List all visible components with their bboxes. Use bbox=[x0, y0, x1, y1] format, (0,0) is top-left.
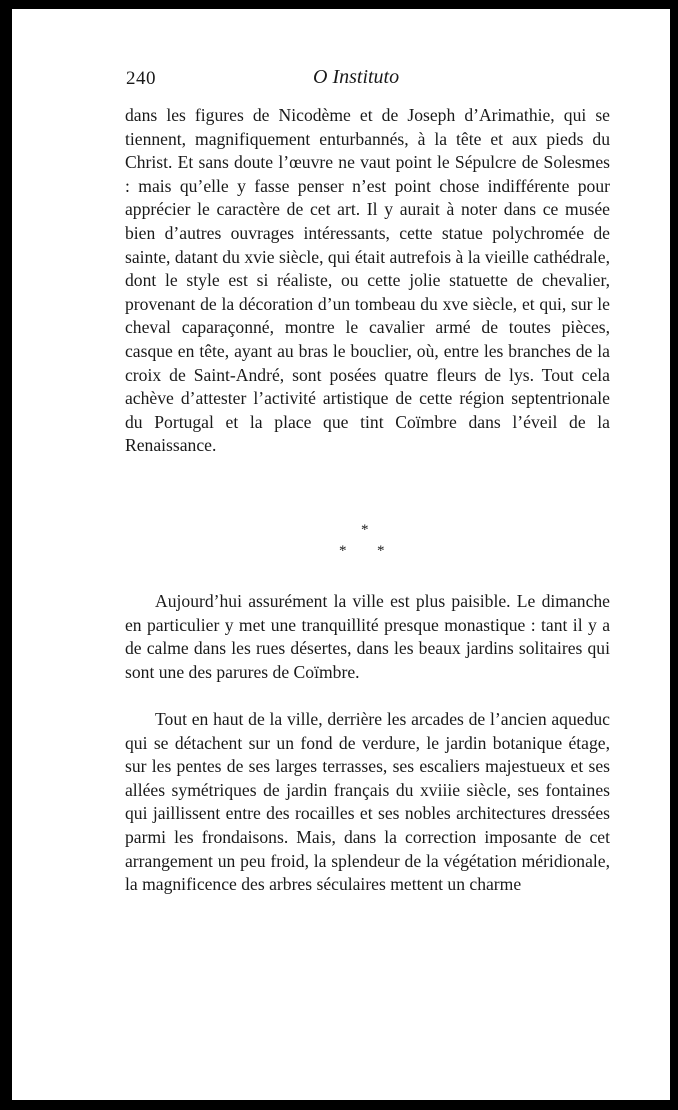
paragraph-museum: dans les figures de Nicodème et de Joseph d’Arimathie, qui se tiennent, magnifiquement enturbannés, à la tête et aux pieds du Christ. Et sans doute l’œuvre ne vaut point le Sépulcre de Solesmes : mais qu’elle y fasse penser n’est point chose indifférente pour apprécier le caractère de cet art. Il y aurait à noter dans ce musée bien d’autres ouvrages intéressants, cette statue polychromée de sainte, datant du xvie siècle, qui était autrefois à la vieille cathédrale, dont le style est si réaliste, ou cette jolie statuette de chevalier, provenant de la décoration d’un tombeau du xve siècle, et qui, sur le cheval caparaçonné, montre le cavalier armé de toutes pièces, casque en tête, ayant au bras le bouclier, où, entre les branches de la croix de Saint-André, sont posées quatre fleurs de lys. Tout cela achève d’attester l’activité artistique de cette région septentrionale du Portugal et la place que tint Coïmbre dans l’éveil de la Renaissance. bbox=[125, 105, 610, 456]
asterism-star-right: * bbox=[377, 543, 385, 559]
paragraph-botanical-garden: Tout en haut de la ville, derrière les arcades de l’ancien aqueduc qui se détachent sur un fond de verdure, le jardin botanique étage, sur les pentes de ses larges terrasses, ses escaliers majestueux et ses allées symétriques de jardin français du xviiie siècle, ses fontaines qui jaillissent entre des rocailles et ses nobles architectures dressées parmi les frondaisons. Mais, dans la correction imposante de cet arrangement un peu froid, la splendeur de la végétation méridionale, la magnificence des arbres séculaires mettent un charme bbox=[125, 709, 610, 895]
page-header bbox=[113, 62, 598, 92]
book-page bbox=[113, 62, 610, 895]
asterism-star-left: * bbox=[339, 543, 347, 559]
asterism-star-top: * bbox=[361, 522, 369, 538]
running-title: O Instituto bbox=[313, 66, 400, 88]
page-number: 240 bbox=[126, 68, 156, 89]
paragraph-sunday: Aujourd’hui assurément la ville est plus paisible. Le dimanche en particulier y met une tranquillité presque monastique : tant il y a de calme dans les rues désertes, dans les beaux jardins solitaires qui sont une des parures de Coïmbre. bbox=[125, 591, 610, 682]
